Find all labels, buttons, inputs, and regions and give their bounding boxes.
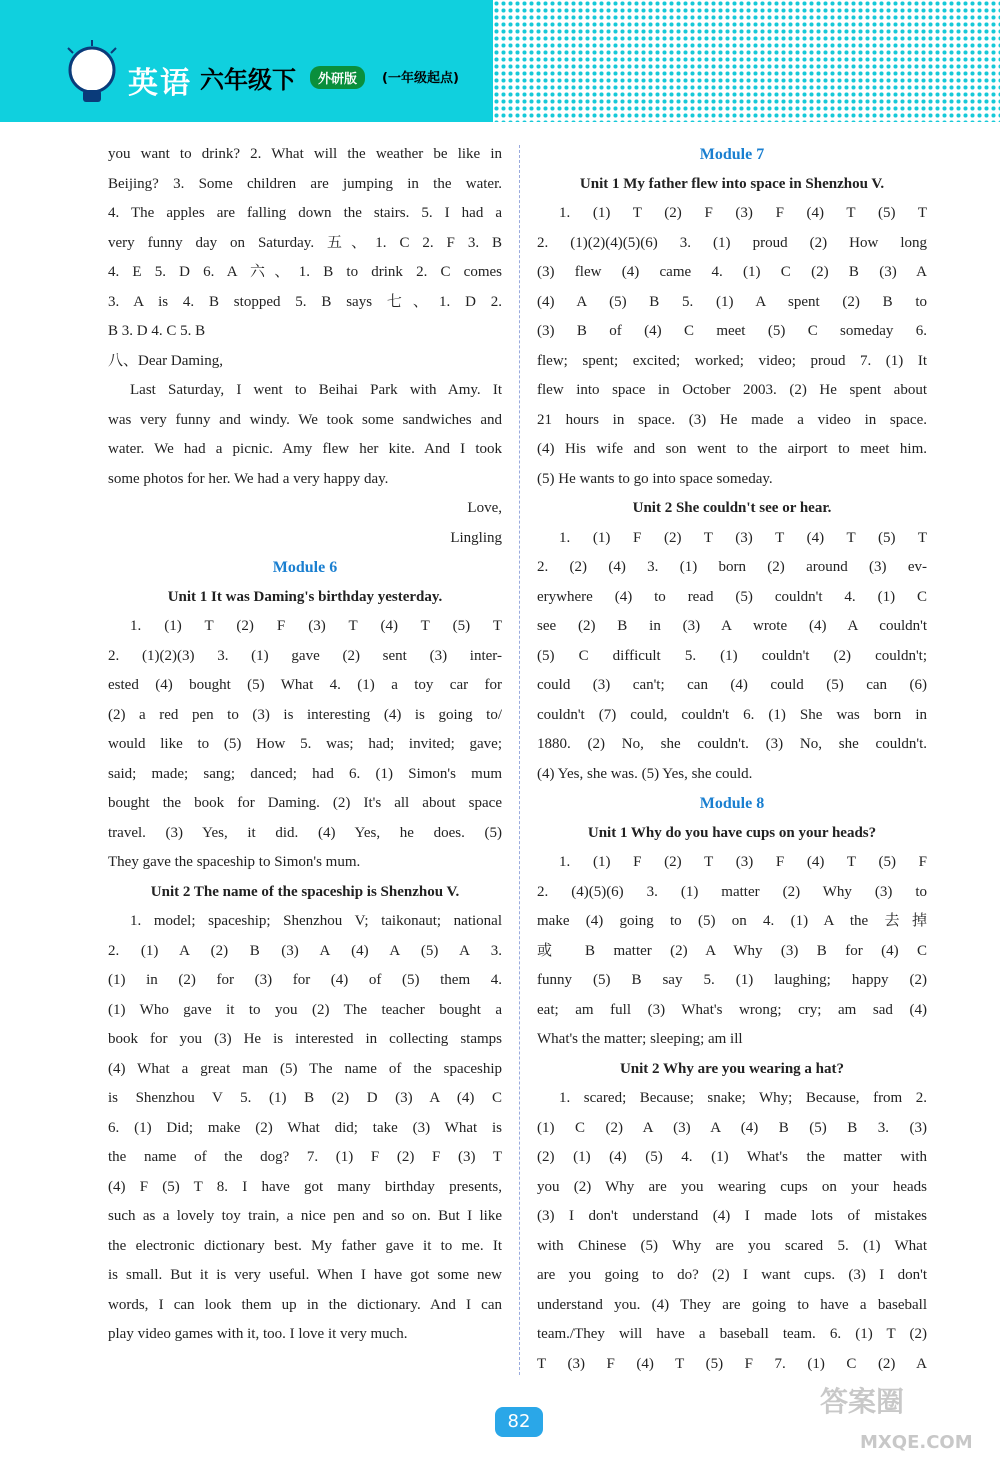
text-line: 21 hours in space. (3) He made a video in space. <box>537 411 927 428</box>
unit-heading: Unit 1 Why do you have cups on your heads? <box>587 824 877 841</box>
text-line: 八、Dear Daming, <box>108 352 223 369</box>
text-line: (2) a red pen to (3) is interesting (4) is going to/ <box>108 706 502 723</box>
header-dot-pattern <box>493 0 1000 122</box>
text-line: the electronic dictionary best. My father gave it to me. It <box>108 1237 502 1254</box>
unit-heading: Unit 2 The name of the spaceship is Shenzhou V. <box>150 883 460 900</box>
text-line: T (3) F (4) T (5) F 7. (1) C (2) A <box>537 1355 927 1372</box>
text-line: (4) A (5) B 5. (1) A spent (2) B to <box>537 293 927 310</box>
text-line: book for you (3) He is interested in collecting stamps <box>108 1031 502 1047</box>
text-line: (5) C difficult 5. (1) couldn't (2) couldn't; <box>537 647 927 664</box>
text-line: some photos for her. We had a very happy day. <box>108 470 389 487</box>
text-line: 1. (1) T (2) F (3) T (4) T (5) T <box>130 618 502 634</box>
text-line: funny (5) B say 5. (1) laughing; happy (2) <box>537 972 927 988</box>
text-line: 1. (1) F (2) T (3) T (4) T (5) T <box>559 529 927 546</box>
right-column <box>537 140 927 1379</box>
text-line: is small. But it is very useful. When I have got some new <box>108 1267 502 1283</box>
text-line: (3) B of (4) C meet (5) C someday 6. <box>537 323 927 339</box>
text-line: words, I can look them up in the dictionary. And I can <box>108 1296 502 1313</box>
letter-signature: Lingling <box>450 529 502 546</box>
text-line: water. We had a picnic. Amy flew her kite. And I took <box>108 441 502 457</box>
text-line: 或 B matter (2) A Why (3) B for (4) C <box>537 942 927 959</box>
text-line: play video games with it, too. I love it very much. <box>108 1326 408 1342</box>
text-line: 4. E 5. D 6. A 六、1. B to drink 2. C comes <box>108 264 502 280</box>
text-line: make (4) going to (5) on 4. (1) A the 去掉 <box>537 913 927 929</box>
text-line: (1) in (2) for (3) for (4) of (5) them 4. <box>108 972 502 988</box>
text-line: team./They will have a baseball team. 6. (1) T (2) <box>537 1326 927 1342</box>
text-line: are you going to do? (2) I want cups. (3) I don't <box>537 1267 927 1283</box>
text-line: (3) flew (4) came 4. (1) C (2) B (3) A <box>537 264 927 280</box>
text-line: 6. (1) Did; make (2) What did; take (3) What is <box>108 1119 502 1136</box>
header-banner <box>0 0 493 122</box>
text-line: would like to (5) How 5. was; had; invited; gave; <box>108 736 502 752</box>
text-line: erywhere (4) to read (5) couldn't 4. (1) C <box>537 588 927 605</box>
unit-heading: Unit 2 Why are you wearing a hat? <box>619 1060 845 1077</box>
lightbulb-icon <box>62 40 122 110</box>
text-line: you want to drink? 2. What will the weather be like in <box>108 146 502 162</box>
module-heading: Module 7 <box>699 146 765 163</box>
text-line: was very funny and windy. We took some sandwiches and <box>108 411 502 428</box>
text-line: 3. A is 4. B stopped 5. B says 七、1. D 2. <box>108 293 502 310</box>
grade-title: 六年级下 <box>200 66 296 94</box>
page-number-badge: 82 <box>495 1407 543 1437</box>
text-line: such as a lovely toy train, a nice pen and so on. But I like <box>108 1208 502 1224</box>
text-line: (1) C (2) A (3) A (4) B (5) B 3. (3) <box>537 1119 927 1136</box>
text-line: Last Saturday, I went to Beihai Park with Amy. It <box>130 382 502 398</box>
letter-closing: Love, <box>467 500 502 516</box>
text-line: (3) I don't understand (4) I made lots of mistakes <box>537 1208 927 1224</box>
text-line: travel. (3) Yes, it did. (4) Yes, he does. (5) <box>108 824 502 841</box>
edition-note: (一年级起点) <box>382 71 459 86</box>
text-line: 2. (1) A (2) B (3) A (4) A (5) A 3. <box>108 942 502 959</box>
text-line: 1880. (2) No, she couldn't. (3) No, she couldn't. <box>537 736 927 752</box>
text-line: understand you. (4) They are going to have a baseball <box>537 1296 927 1313</box>
text-line: They gave the spaceship to Simon's mum. <box>108 854 361 870</box>
module-heading: Module 6 <box>272 559 338 576</box>
text-line: very funny day on Saturday. 五、1. C 2. F 3. B <box>108 234 502 251</box>
text-line: 4. The apples are falling down the stairs. 5. I had a <box>108 205 502 221</box>
column-divider <box>519 145 520 1375</box>
text-line: What's the matter; sleeping; am ill <box>537 1031 743 1047</box>
left-column <box>108 140 502 1350</box>
text-line: is Shenzhou V 5. (1) B (2) D (3) A (4) C <box>108 1090 502 1106</box>
subject-title: 英语 <box>128 66 192 101</box>
text-line: (5) He wants to go into space someday. <box>537 470 773 487</box>
text-line: (4) F (5) T 8. I have got many birthday presents, <box>108 1178 502 1195</box>
text-line: 2. (4)(5)(6) 3. (1) matter (2) Why (3) to <box>537 883 927 900</box>
unit-heading: Unit 2 She couldn't see or hear. <box>632 500 832 516</box>
text-line: B 3. D 4. C 5. B <box>108 323 206 339</box>
text-line: (4) Yes, she was. (5) Yes, she could. <box>537 765 753 782</box>
text-line: 2. (2) (4) 3. (1) born (2) around (3) ev- <box>537 559 927 575</box>
text-line: see (2) B in (3) A wrote (4) A couldn't <box>537 618 927 634</box>
unit-heading: Unit 1 My father flew into space in Shenzhou V. <box>579 175 885 192</box>
edition-badge: 外研版 <box>310 66 365 89</box>
unit-heading: Unit 1 It was Daming's birthday yesterday. <box>167 588 443 605</box>
text-line: couldn't (7) could, couldn't 6. (1) She was born in <box>537 706 927 723</box>
text-line: 2. (1)(2)(4)(5)(6) 3. (1) proud (2) How long <box>537 234 927 251</box>
text-line: Beijing? 3. Some children are jumping in the water. <box>108 175 502 192</box>
text-line: (1) Who gave it to you (2) The teacher bought a <box>108 1001 502 1018</box>
text-line: bought the book for Daming. (2) It's all about space <box>108 795 502 811</box>
text-line: (4) His wife and son went to the airport to meet him. <box>537 441 927 457</box>
watermark-url: MXQE.COM <box>860 1432 973 1453</box>
text-line: (4) What a great man (5) The name of the spaceship <box>108 1060 502 1077</box>
text-line: the name of the dog? 7. (1) F (2) F (3) T <box>108 1149 502 1165</box>
text-line: 1. model; spaceship; Shenzhou V; taikonaut; national <box>130 913 502 929</box>
text-line: ested (4) bought (5) What 4. (1) a toy car for <box>108 677 502 693</box>
text-line: could (3) can't; can (4) could (5) can (6) <box>537 677 927 693</box>
text-line: said; made; sang; danced; had 6. (1) Simon's mum <box>108 765 502 782</box>
text-line: 1. (1) F (2) T (3) F (4) T (5) F <box>559 854 927 870</box>
text-line: you (2) Why are you wearing cups on your heads <box>537 1178 927 1195</box>
text-line: flew; spent; excited; worked; video; proud 7. (1) It <box>537 352 927 369</box>
text-line: 1. scared; Because; snake; Why; Because, from 2. <box>559 1090 927 1106</box>
text-line: 1. (1) T (2) F (3) F (4) T (5) T <box>559 205 927 221</box>
text-line: 2. (1)(2)(3) 3. (1) gave (2) sent (3) inter- <box>108 647 502 664</box>
watermark-logo: 答案圈 <box>820 1385 905 1418</box>
text-line: (2) (1) (4) (5) 4. (1) What's the matter with <box>537 1149 927 1165</box>
text-line: eat; am full (3) What's wrong; cry; am sad (4) <box>537 1001 927 1018</box>
module-heading: Module 8 <box>699 795 765 812</box>
text-line: with Chinese (5) Why are you scared 5. (1) What <box>537 1237 927 1254</box>
text-line: flew into space in October 2003. (2) He spent about <box>537 382 927 398</box>
